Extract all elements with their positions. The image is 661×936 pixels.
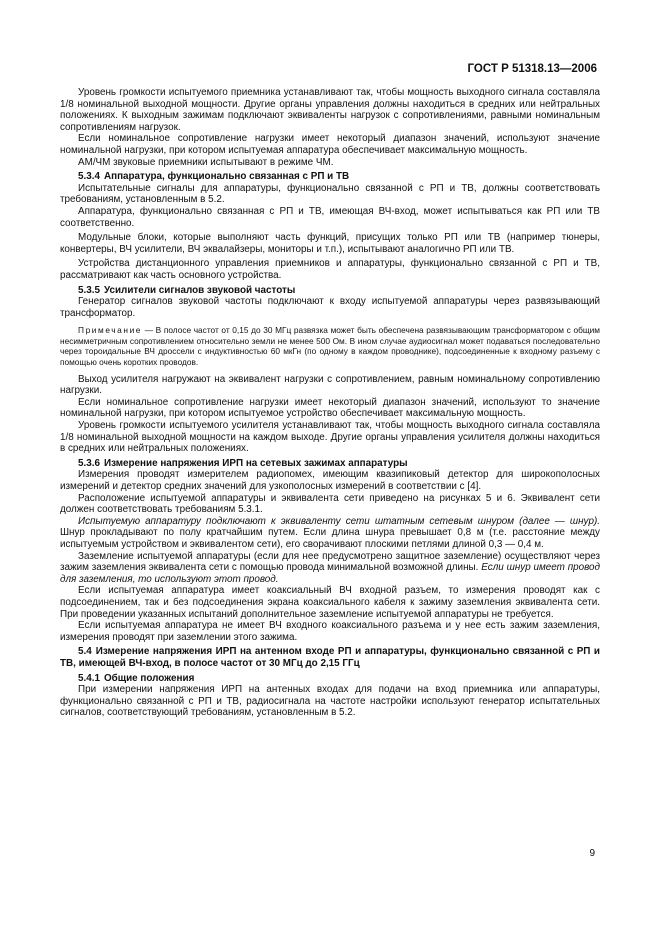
paragraph: Если номинальное сопротивление нагрузки имеет некоторый диапазон значений, используют то значение номинальной нагрузки, при котором испытуемое устройство обеспечивает максимальную мощность. (60, 396, 600, 420)
section-heading-5-3-6 (60, 458, 600, 470)
paragraph-text: Заземление испытуемой аппаратуры (если для нее предусмотрено защитное заземление) осуществляют через зажим заземления эквивалента сети с помощью провода минимальной возможной длины. (60, 550, 600, 574)
section-heading-5-3-4 (60, 171, 600, 183)
paragraph: Испытательные сигналы для аппаратуры, функционально связанной с РП и ТВ, должны соответствовать требованиям, установленным в 5.2. (60, 182, 600, 206)
section-title: Измерение напряжения ИРП на антенном входе РП и аппаратуры, функционально связанной с РП и ТВ, имеющей ВЧ-вход, в полосе частот от 30 МГц до 2,15 ГГц (60, 646, 600, 669)
section-title: Усилители сигналов звуковой частоты (103, 284, 296, 296)
note-label: Примечание (78, 325, 143, 336)
paragraph: Расположение испытуемой аппаратуры и эквивалента сети приведено на рисунках 5 и 6. Эквивалент сети должен соответствовать требованиям 5.3.1. (60, 492, 600, 516)
section-number: 5.4.1 (78, 672, 100, 684)
section-title: Общие положения (103, 672, 195, 684)
paragraph: Уровень громкости испытуемого усилителя устанавливают так, чтобы мощность выходного сигнала составляла 1/8 номинальной выходной мощности на каждом выходе. Другие органы управления усилителя должны находиться в средних или нейтральных положениях. (60, 420, 600, 455)
page-number: 9 (589, 848, 595, 859)
paragraph: Уровень громкости испытуемого приемника устанавливают так, чтобы мощность выходного сигнала составляла 1/8 номинальной выходной мощности. Другие органы управления должны находиться в средних или нейтральных положениях. К выходным зажимам подключают эквиваленты нагрузок с сопротивлениями, равными номинальным сопротивлениям нагрузок. (60, 87, 600, 133)
paragraph: Выход усилителя нагружают на эквивалент нагрузки с сопротивлением, равным номинальному сопротивлению нагрузки. (60, 373, 600, 397)
document-code-header: ГОСТ Р 51318.13—2006 (467, 63, 597, 75)
section-title: Измерение напряжения ИРП на сетевых зажимах аппаратуры (103, 457, 408, 469)
paragraph: Если испытуемая аппаратура имеет коаксиальный ВЧ входной разъем, то измерения проводят как с подсоединением, так и без подсоединения экрана коаксиального кабеля к зажиму заземления эквивалента сети. При проведении указанных испытаний дополнительное заземление испытуемой аппаратуры не требуется. (60, 585, 600, 620)
paragraph: Устройства дистанционного управления приемников и аппаратуры, функционально связанной с РП и ТВ, рассматривают как часть основного устройства. (60, 258, 600, 281)
section-heading-5-3-5 (60, 285, 600, 297)
note-block (60, 325, 600, 367)
paragraph-rest: Шнур прокладывают по полу кратчайшим путем. Если длина шнура превышает 0,8 м (т.е. расстояние между испытуемым устройством и эквивалентом сети), его сворачивают плоскими петлями длиной 0,3 — 0,4 м. (60, 527, 600, 550)
paragraph (60, 551, 600, 586)
section-number: 5.3.6 (78, 457, 100, 469)
section-title: Аппаратура, функционально связанная с РП и ТВ (103, 171, 350, 183)
section-heading-5-4-1 (60, 673, 600, 685)
paragraph (60, 516, 600, 551)
paragraph: Модульные блоки, которые выполняют часть функций, присущих только РП или ТВ (например тюнеры, конвертеры, ВЧ усилители, ВЧ эквалайзеры, мониторы и т.п.), испытывают аналогично РП или ТВ. (60, 232, 600, 255)
paragraph: АМ/ЧМ звуковые приемники испытывают в режиме ЧМ. (78, 156, 334, 168)
paragraph-italic: Испытуемую аппаратуру подключают к эквиваленту сети штатным сетевым шнуром (далее — шнур). (78, 515, 600, 527)
section-number: 5.3.4 (78, 171, 100, 183)
section-number: 5.3.5 (78, 284, 100, 296)
paragraph: Аппаратура, функционально связанная с РП и ТВ, имеющая ВЧ-вход, может испытываться как РП или ТВ соответственно. (60, 205, 600, 229)
section-number: 5.4 (78, 646, 92, 658)
paragraph: При измерении напряжения ИРП на антенных входах для подачи на вход приемника или аппаратуры, функционально связанной с РП и ТВ, радиосигнала на частоте настройки используют генератор испытательных сигналов, соответствующий требованиям, установленным в 5.2. (60, 684, 600, 719)
paragraph-italic: Если шнур имеет провод для заземления, то используют этот провод. (60, 562, 601, 585)
document-body (60, 87, 600, 719)
paragraph: Генератор сигналов звуковой частоты подключают к входу испытуемой аппаратуры через развязывающий трансформатор. (60, 296, 600, 319)
paragraph: Если номинальное сопротивление нагрузки имеет некоторый диапазон значений, используют значение номинальной нагрузки, при котором испытуемая аппаратура обеспечивает максимальную мощность. (60, 133, 600, 156)
paragraph: Если испытуемая аппаратура не имеет ВЧ входного коаксиального разъема и у нее есть зажим заземления, измерения проводят при заземлении этого зажима. (60, 620, 600, 643)
note-text: — В полосе частот от 0,15 до 30 МГц развязка может быть обеспечена развязывающим трансформатором с общим несимметричным сопротивлением относительно земли не менее 500 Ом. В ином случае аудиосигнал может подаваться последовательно через тороидальные ВЧ дроссели с индуктивностью 60 мкГн (по одному в каждом проводнике), подсоединенные к входному разъему с помощью очень коротких проводов. (60, 325, 600, 368)
section-heading-5-4 (60, 646, 600, 669)
paragraph: Измерения проводят измерителем радиопомех, имеющим квазипиковый детектор для широкополосных измерений и детектор средних значений для узкополосных измерений в соответствии с [4]. (60, 469, 600, 492)
